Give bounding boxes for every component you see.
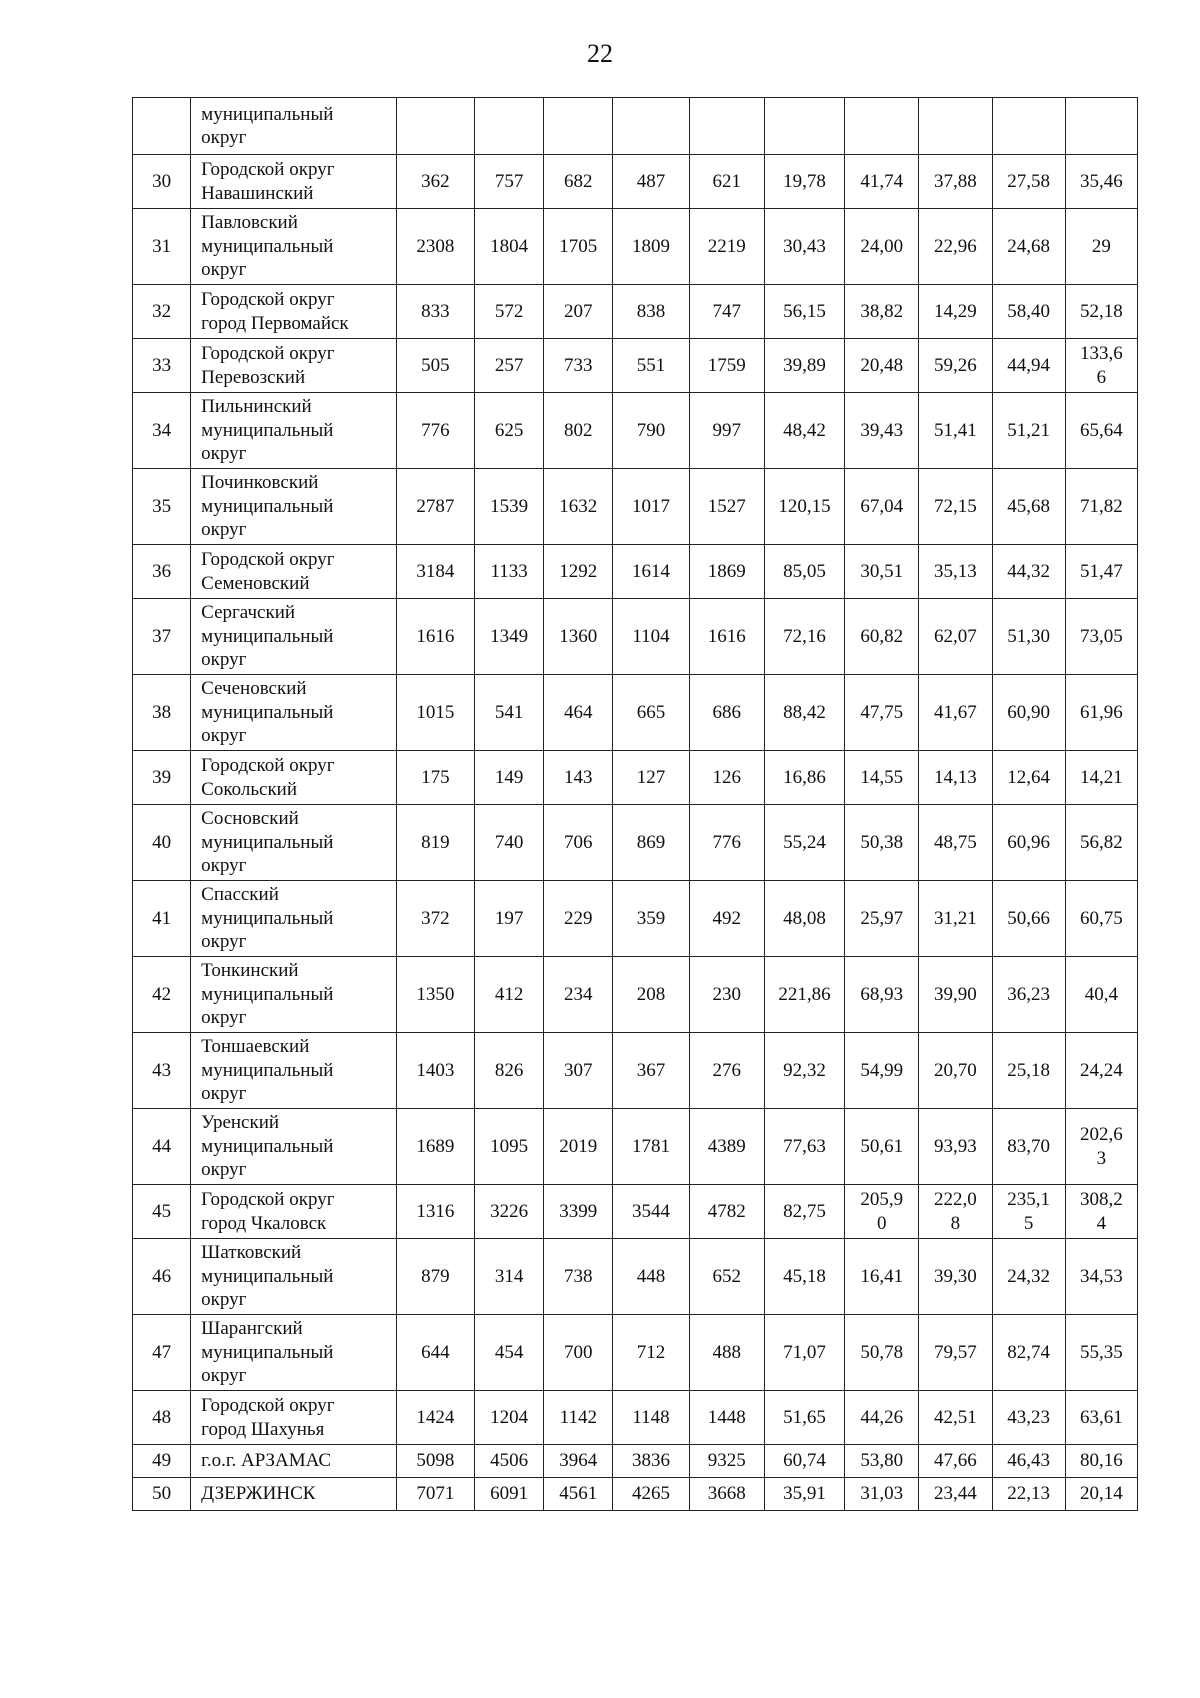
value-cell: 2219 bbox=[689, 209, 764, 285]
district-name-cell: Сосновский муниципальный округ bbox=[191, 805, 397, 881]
row-number-cell: 50 bbox=[133, 1478, 191, 1511]
value-cell: 72,16 bbox=[764, 599, 844, 675]
value-cell: 50,38 bbox=[845, 805, 919, 881]
row-number-cell: 39 bbox=[133, 751, 191, 805]
value-cell: 1104 bbox=[613, 599, 689, 675]
value-cell: 46,43 bbox=[992, 1445, 1065, 1478]
value-cell: 359 bbox=[613, 881, 689, 957]
row-number-cell: 31 bbox=[133, 209, 191, 285]
value-cell: 819 bbox=[396, 805, 474, 881]
value-cell: 802 bbox=[544, 393, 613, 469]
value-cell: 36,23 bbox=[992, 957, 1065, 1033]
table-row bbox=[133, 599, 1138, 675]
value-cell: 23,44 bbox=[919, 1478, 992, 1511]
value-cell: 6091 bbox=[475, 1478, 544, 1511]
value-cell: 314 bbox=[475, 1239, 544, 1315]
value-cell: 1292 bbox=[544, 545, 613, 599]
value-cell: 37,88 bbox=[919, 155, 992, 209]
district-name-cell: Городской округ Семеновский bbox=[191, 545, 397, 599]
data-table bbox=[132, 97, 1138, 1511]
value-cell: 20,48 bbox=[845, 339, 919, 393]
value-cell: 51,30 bbox=[992, 599, 1065, 675]
value-cell: 308,2 4 bbox=[1065, 1185, 1137, 1239]
value-cell: 39,43 bbox=[845, 393, 919, 469]
value-cell bbox=[689, 98, 764, 155]
value-cell: 59,26 bbox=[919, 339, 992, 393]
page-number: 22 bbox=[587, 39, 613, 68]
value-cell: 869 bbox=[613, 805, 689, 881]
value-cell: 120,15 bbox=[764, 469, 844, 545]
value-cell: 55,35 bbox=[1065, 1315, 1137, 1391]
value-cell: 68,93 bbox=[845, 957, 919, 1033]
value-cell: 644 bbox=[396, 1315, 474, 1391]
table-body bbox=[133, 98, 1138, 1511]
value-cell: 1632 bbox=[544, 469, 613, 545]
value-cell: 1539 bbox=[475, 469, 544, 545]
value-cell: 412 bbox=[475, 957, 544, 1033]
value-cell: 197 bbox=[475, 881, 544, 957]
value-cell: 1759 bbox=[689, 339, 764, 393]
table-row bbox=[133, 751, 1138, 805]
value-cell: 35,91 bbox=[764, 1478, 844, 1511]
value-cell: 4265 bbox=[613, 1478, 689, 1511]
value-cell: 38,82 bbox=[845, 285, 919, 339]
value-cell: 25,18 bbox=[992, 1033, 1065, 1109]
value-cell: 77,63 bbox=[764, 1109, 844, 1185]
value-cell: 487 bbox=[613, 155, 689, 209]
value-cell bbox=[396, 98, 474, 155]
value-cell: 61,96 bbox=[1065, 675, 1137, 751]
value-cell: 54,99 bbox=[845, 1033, 919, 1109]
value-cell: 1349 bbox=[475, 599, 544, 675]
value-cell: 4782 bbox=[689, 1185, 764, 1239]
row-number-cell: 37 bbox=[133, 599, 191, 675]
value-cell: 43,23 bbox=[992, 1391, 1065, 1445]
value-cell: 24,32 bbox=[992, 1239, 1065, 1315]
district-name-cell: Шарангский муниципальный округ bbox=[191, 1315, 397, 1391]
value-cell: 1705 bbox=[544, 209, 613, 285]
value-cell: 1616 bbox=[396, 599, 474, 675]
value-cell: 833 bbox=[396, 285, 474, 339]
value-cell: 3226 bbox=[475, 1185, 544, 1239]
value-cell: 1204 bbox=[475, 1391, 544, 1445]
value-cell: 29 bbox=[1065, 209, 1137, 285]
value-cell: 700 bbox=[544, 1315, 613, 1391]
value-cell: 79,57 bbox=[919, 1315, 992, 1391]
value-cell: 207 bbox=[544, 285, 613, 339]
value-cell: 80,16 bbox=[1065, 1445, 1137, 1478]
value-cell: 35,46 bbox=[1065, 155, 1137, 209]
value-cell: 93,93 bbox=[919, 1109, 992, 1185]
value-cell: 52,18 bbox=[1065, 285, 1137, 339]
value-cell: 55,24 bbox=[764, 805, 844, 881]
value-cell: 997 bbox=[689, 393, 764, 469]
value-cell bbox=[613, 98, 689, 155]
row-number-cell: 47 bbox=[133, 1315, 191, 1391]
value-cell: 82,74 bbox=[992, 1315, 1065, 1391]
value-cell: 551 bbox=[613, 339, 689, 393]
value-cell: 143 bbox=[544, 751, 613, 805]
value-cell: 63,61 bbox=[1065, 1391, 1137, 1445]
value-cell: 67,04 bbox=[845, 469, 919, 545]
value-cell: 48,42 bbox=[764, 393, 844, 469]
district-name-cell: Городской округ Перевозский bbox=[191, 339, 397, 393]
value-cell: 879 bbox=[396, 1239, 474, 1315]
value-cell: 14,13 bbox=[919, 751, 992, 805]
value-cell: 625 bbox=[475, 393, 544, 469]
row-number-cell: 30 bbox=[133, 155, 191, 209]
value-cell: 1017 bbox=[613, 469, 689, 545]
value-cell: 133,6 6 bbox=[1065, 339, 1137, 393]
value-cell: 16,86 bbox=[764, 751, 844, 805]
value-cell: 44,26 bbox=[845, 1391, 919, 1445]
value-cell: 20,70 bbox=[919, 1033, 992, 1109]
district-name-cell: Городской округ город Чкаловск bbox=[191, 1185, 397, 1239]
value-cell: 1133 bbox=[475, 545, 544, 599]
table-row bbox=[133, 209, 1138, 285]
value-cell: 14,55 bbox=[845, 751, 919, 805]
row-number-cell: 40 bbox=[133, 805, 191, 881]
value-cell: 51,47 bbox=[1065, 545, 1137, 599]
table-row bbox=[133, 1185, 1138, 1239]
value-cell: 39,89 bbox=[764, 339, 844, 393]
value-cell: 2019 bbox=[544, 1109, 613, 1185]
value-cell: 126 bbox=[689, 751, 764, 805]
value-cell: 56,15 bbox=[764, 285, 844, 339]
value-cell: 73,05 bbox=[1065, 599, 1137, 675]
value-cell bbox=[544, 98, 613, 155]
value-cell: 221,86 bbox=[764, 957, 844, 1033]
value-cell: 175 bbox=[396, 751, 474, 805]
value-cell: 51,65 bbox=[764, 1391, 844, 1445]
value-cell bbox=[1065, 98, 1137, 155]
value-cell: 257 bbox=[475, 339, 544, 393]
value-cell: 31,03 bbox=[845, 1478, 919, 1511]
value-cell: 235,1 5 bbox=[992, 1185, 1065, 1239]
value-cell: 60,82 bbox=[845, 599, 919, 675]
value-cell: 4389 bbox=[689, 1109, 764, 1185]
value-cell: 362 bbox=[396, 155, 474, 209]
value-cell: 51,21 bbox=[992, 393, 1065, 469]
value-cell: 1316 bbox=[396, 1185, 474, 1239]
row-number-cell: 35 bbox=[133, 469, 191, 545]
value-cell: 776 bbox=[396, 393, 474, 469]
table-row bbox=[133, 545, 1138, 599]
value-cell: 30,43 bbox=[764, 209, 844, 285]
value-cell: 50,61 bbox=[845, 1109, 919, 1185]
value-cell: 3836 bbox=[613, 1445, 689, 1478]
value-cell: 665 bbox=[613, 675, 689, 751]
value-cell: 149 bbox=[475, 751, 544, 805]
value-cell: 706 bbox=[544, 805, 613, 881]
value-cell: 53,80 bbox=[845, 1445, 919, 1478]
value-cell: 2787 bbox=[396, 469, 474, 545]
value-cell: 83,70 bbox=[992, 1109, 1065, 1185]
district-name-cell: Городской округ город Первомайск bbox=[191, 285, 397, 339]
table-row bbox=[133, 339, 1138, 393]
district-name-cell: Городской округ Сокольский bbox=[191, 751, 397, 805]
table-row bbox=[133, 881, 1138, 957]
table-row bbox=[133, 1478, 1138, 1511]
value-cell bbox=[475, 98, 544, 155]
value-cell: 44,32 bbox=[992, 545, 1065, 599]
value-cell: 1148 bbox=[613, 1391, 689, 1445]
value-cell: 47,75 bbox=[845, 675, 919, 751]
value-cell: 621 bbox=[689, 155, 764, 209]
value-cell: 776 bbox=[689, 805, 764, 881]
table-row bbox=[133, 1239, 1138, 1315]
table-row bbox=[133, 805, 1138, 881]
value-cell: 50,66 bbox=[992, 881, 1065, 957]
value-cell: 4561 bbox=[544, 1478, 613, 1511]
value-cell: 1869 bbox=[689, 545, 764, 599]
table-row bbox=[133, 1445, 1138, 1478]
value-cell: 60,96 bbox=[992, 805, 1065, 881]
value-cell: 1015 bbox=[396, 675, 474, 751]
row-number-cell: 33 bbox=[133, 339, 191, 393]
district-name-cell: ДЗЕРЖИНСК bbox=[191, 1478, 397, 1511]
value-cell: 790 bbox=[613, 393, 689, 469]
district-name-cell: Пильнинский муниципальный округ bbox=[191, 393, 397, 469]
value-cell: 7071 bbox=[396, 1478, 474, 1511]
value-cell: 3668 bbox=[689, 1478, 764, 1511]
value-cell: 48,75 bbox=[919, 805, 992, 881]
value-cell bbox=[764, 98, 844, 155]
table-row bbox=[133, 957, 1138, 1033]
value-cell: 71,82 bbox=[1065, 469, 1137, 545]
value-cell: 34,53 bbox=[1065, 1239, 1137, 1315]
district-name-cell: Уренский муниципальный округ bbox=[191, 1109, 397, 1185]
value-cell: 505 bbox=[396, 339, 474, 393]
value-cell: 3184 bbox=[396, 545, 474, 599]
table-row bbox=[133, 393, 1138, 469]
value-cell: 39,90 bbox=[919, 957, 992, 1033]
district-name-cell: Спасский муниципальный округ bbox=[191, 881, 397, 957]
value-cell: 58,40 bbox=[992, 285, 1065, 339]
value-cell: 541 bbox=[475, 675, 544, 751]
district-name-cell: Шатковский муниципальный округ bbox=[191, 1239, 397, 1315]
value-cell: 24,24 bbox=[1065, 1033, 1137, 1109]
row-number-cell: 48 bbox=[133, 1391, 191, 1445]
value-cell: 40,4 bbox=[1065, 957, 1137, 1033]
value-cell: 307 bbox=[544, 1033, 613, 1109]
value-cell: 572 bbox=[475, 285, 544, 339]
table-row bbox=[133, 675, 1138, 751]
value-cell: 492 bbox=[689, 881, 764, 957]
value-cell: 222,0 8 bbox=[919, 1185, 992, 1239]
table-row bbox=[133, 98, 1138, 155]
value-cell: 12,64 bbox=[992, 751, 1065, 805]
value-cell: 48,08 bbox=[764, 881, 844, 957]
district-name-cell: Тоншаевский муниципальный округ bbox=[191, 1033, 397, 1109]
value-cell: 39,30 bbox=[919, 1239, 992, 1315]
value-cell: 1527 bbox=[689, 469, 764, 545]
value-cell: 85,05 bbox=[764, 545, 844, 599]
value-cell: 747 bbox=[689, 285, 764, 339]
value-cell: 25,97 bbox=[845, 881, 919, 957]
value-cell: 202,6 3 bbox=[1065, 1109, 1137, 1185]
table-row bbox=[133, 285, 1138, 339]
value-cell: 92,32 bbox=[764, 1033, 844, 1109]
value-cell: 1095 bbox=[475, 1109, 544, 1185]
district-name-cell: Городской округ Навашинский bbox=[191, 155, 397, 209]
district-name-cell: муниципальный округ bbox=[191, 98, 397, 155]
table-row bbox=[133, 1109, 1138, 1185]
value-cell: 1616 bbox=[689, 599, 764, 675]
value-cell: 205,9 0 bbox=[845, 1185, 919, 1239]
table-row bbox=[133, 155, 1138, 209]
value-cell: 738 bbox=[544, 1239, 613, 1315]
value-cell: 22,13 bbox=[992, 1478, 1065, 1511]
value-cell: 47,66 bbox=[919, 1445, 992, 1478]
value-cell: 488 bbox=[689, 1315, 764, 1391]
value-cell: 234 bbox=[544, 957, 613, 1033]
value-cell: 51,41 bbox=[919, 393, 992, 469]
value-cell: 464 bbox=[544, 675, 613, 751]
value-cell: 448 bbox=[613, 1239, 689, 1315]
value-cell bbox=[919, 98, 992, 155]
value-cell: 3544 bbox=[613, 1185, 689, 1239]
value-cell: 9325 bbox=[689, 1445, 764, 1478]
district-name-cell: Павловский муниципальный округ bbox=[191, 209, 397, 285]
value-cell: 41,74 bbox=[845, 155, 919, 209]
value-cell: 1360 bbox=[544, 599, 613, 675]
value-cell: 276 bbox=[689, 1033, 764, 1109]
table-row bbox=[133, 1033, 1138, 1109]
table-row bbox=[133, 1391, 1138, 1445]
value-cell: 44,94 bbox=[992, 339, 1065, 393]
value-cell: 682 bbox=[544, 155, 613, 209]
value-cell: 27,58 bbox=[992, 155, 1065, 209]
value-cell bbox=[992, 98, 1065, 155]
value-cell: 3399 bbox=[544, 1185, 613, 1239]
value-cell: 230 bbox=[689, 957, 764, 1033]
value-cell: 35,13 bbox=[919, 545, 992, 599]
value-cell: 65,64 bbox=[1065, 393, 1137, 469]
value-cell: 56,82 bbox=[1065, 805, 1137, 881]
row-number-cell: 41 bbox=[133, 881, 191, 957]
value-cell: 60,75 bbox=[1065, 881, 1137, 957]
value-cell: 72,15 bbox=[919, 469, 992, 545]
table-row bbox=[133, 469, 1138, 545]
value-cell: 62,07 bbox=[919, 599, 992, 675]
row-number-cell: 44 bbox=[133, 1109, 191, 1185]
table-row bbox=[133, 1315, 1138, 1391]
value-cell: 60,90 bbox=[992, 675, 1065, 751]
value-cell: 1781 bbox=[613, 1109, 689, 1185]
value-cell: 3964 bbox=[544, 1445, 613, 1478]
district-name-cell: Тонкинский муниципальный округ bbox=[191, 957, 397, 1033]
value-cell: 1424 bbox=[396, 1391, 474, 1445]
row-number-cell: 45 bbox=[133, 1185, 191, 1239]
district-name-cell: Сеченовский муниципальный округ bbox=[191, 675, 397, 751]
value-cell: 24,00 bbox=[845, 209, 919, 285]
value-cell: 229 bbox=[544, 881, 613, 957]
value-cell bbox=[845, 98, 919, 155]
value-cell: 16,41 bbox=[845, 1239, 919, 1315]
value-cell: 14,29 bbox=[919, 285, 992, 339]
value-cell: 41,67 bbox=[919, 675, 992, 751]
district-name-cell: Сергачский муниципальный округ bbox=[191, 599, 397, 675]
value-cell: 2308 bbox=[396, 209, 474, 285]
value-cell: 82,75 bbox=[764, 1185, 844, 1239]
value-cell: 20,14 bbox=[1065, 1478, 1137, 1511]
value-cell: 712 bbox=[613, 1315, 689, 1391]
value-cell: 838 bbox=[613, 285, 689, 339]
value-cell: 1142 bbox=[544, 1391, 613, 1445]
value-cell: 1350 bbox=[396, 957, 474, 1033]
value-cell: 45,18 bbox=[764, 1239, 844, 1315]
row-number-cell: 49 bbox=[133, 1445, 191, 1478]
row-number-cell: 46 bbox=[133, 1239, 191, 1315]
value-cell: 826 bbox=[475, 1033, 544, 1109]
value-cell: 686 bbox=[689, 675, 764, 751]
row-number-cell: 42 bbox=[133, 957, 191, 1033]
value-cell: 372 bbox=[396, 881, 474, 957]
value-cell: 31,21 bbox=[919, 881, 992, 957]
row-number-cell: 43 bbox=[133, 1033, 191, 1109]
value-cell: 1804 bbox=[475, 209, 544, 285]
row-number-cell: 38 bbox=[133, 675, 191, 751]
value-cell: 652 bbox=[689, 1239, 764, 1315]
value-cell: 1614 bbox=[613, 545, 689, 599]
value-cell: 88,42 bbox=[764, 675, 844, 751]
value-cell: 127 bbox=[613, 751, 689, 805]
value-cell: 14,21 bbox=[1065, 751, 1137, 805]
value-cell: 4506 bbox=[475, 1445, 544, 1478]
value-cell: 42,51 bbox=[919, 1391, 992, 1445]
row-number-cell bbox=[133, 98, 191, 155]
row-number-cell: 34 bbox=[133, 393, 191, 469]
value-cell: 1809 bbox=[613, 209, 689, 285]
value-cell: 740 bbox=[475, 805, 544, 881]
value-cell: 1403 bbox=[396, 1033, 474, 1109]
value-cell: 1448 bbox=[689, 1391, 764, 1445]
value-cell: 733 bbox=[544, 339, 613, 393]
row-number-cell: 32 bbox=[133, 285, 191, 339]
value-cell: 71,07 bbox=[764, 1315, 844, 1391]
district-name-cell: Городской округ город Шахунья bbox=[191, 1391, 397, 1445]
value-cell: 45,68 bbox=[992, 469, 1065, 545]
value-cell: 1689 bbox=[396, 1109, 474, 1185]
value-cell: 19,78 bbox=[764, 155, 844, 209]
value-cell: 208 bbox=[613, 957, 689, 1033]
value-cell: 30,51 bbox=[845, 545, 919, 599]
value-cell: 757 bbox=[475, 155, 544, 209]
value-cell: 24,68 bbox=[992, 209, 1065, 285]
row-number-cell: 36 bbox=[133, 545, 191, 599]
district-name-cell: г.о.г. АРЗАМАС bbox=[191, 1445, 397, 1478]
value-cell: 454 bbox=[475, 1315, 544, 1391]
value-cell: 50,78 bbox=[845, 1315, 919, 1391]
district-name-cell: Починковский муниципальный округ bbox=[191, 469, 397, 545]
value-cell: 367 bbox=[613, 1033, 689, 1109]
value-cell: 5098 bbox=[396, 1445, 474, 1478]
value-cell: 22,96 bbox=[919, 209, 992, 285]
value-cell: 60,74 bbox=[764, 1445, 844, 1478]
